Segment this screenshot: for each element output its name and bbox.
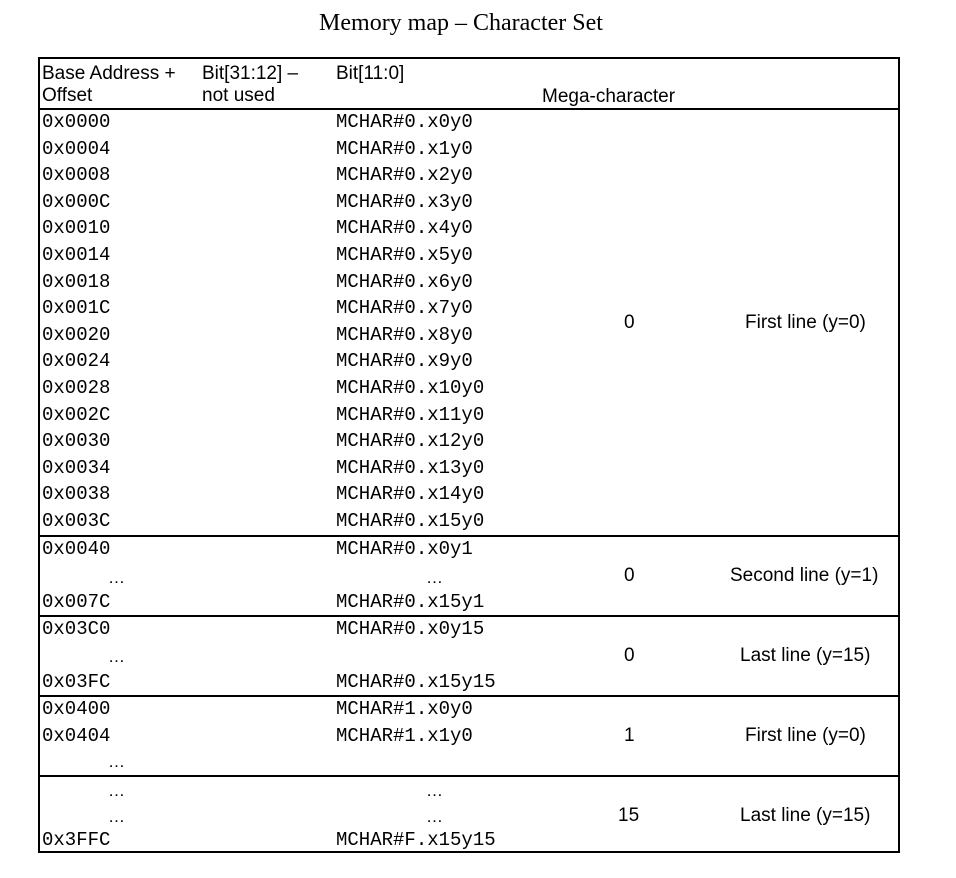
mega-character-value: 15 xyxy=(618,805,640,826)
mega-character-value: 0 xyxy=(624,312,635,333)
value-cell: MCHAR#0.x13y0 xyxy=(336,456,485,479)
value-last: MCHAR#0.x15y1 xyxy=(336,591,485,613)
address-cell: 0x0028 xyxy=(42,377,111,399)
address-cell: 0x0024 xyxy=(42,350,111,373)
address-first: 0x0040 xyxy=(42,538,111,560)
address-cell: 0x0010 xyxy=(42,217,111,240)
mega-character-value: 0 xyxy=(624,645,635,666)
address-ellipsis: … xyxy=(108,807,125,826)
value-cell: MCHAR#0.x0y0 xyxy=(336,111,473,133)
value-cell: MCHAR#0.x5y0 xyxy=(336,244,473,266)
address-cell: 0x003C xyxy=(42,510,111,532)
value-cell: MCHAR#0.x4y0 xyxy=(336,217,473,240)
value-cell: MCHAR#0.x15y0 xyxy=(336,510,485,532)
memory-map-table xyxy=(38,57,900,853)
value-last: MCHAR#0.x15y15 xyxy=(336,671,496,693)
header-offset: Offset xyxy=(42,85,93,106)
value-first: MCHAR#0.x0y15 xyxy=(336,618,485,640)
header-bits-low: Bit[11:0] xyxy=(336,63,405,84)
group-mcharF-line15 xyxy=(40,777,898,853)
value-cell: MCHAR#0.x12y0 xyxy=(336,430,485,453)
value-cell: MCHAR#0.x1y0 xyxy=(336,137,473,160)
value-second: MCHAR#1.x1y0 xyxy=(336,725,473,747)
value-cell: MCHAR#0.x7y0 xyxy=(336,297,473,320)
address-cell: 0x000C xyxy=(42,190,111,213)
value-cell: MCHAR#0.x8y0 xyxy=(336,323,473,346)
line-description: First line (y=0) xyxy=(745,725,866,746)
address-cell: 0x0020 xyxy=(42,323,111,346)
value-cell: MCHAR#0.x14y0 xyxy=(336,483,485,506)
value-ellipsis: … xyxy=(426,781,443,800)
line-description: Last line (y=15) xyxy=(740,645,871,666)
group-mchar0-line0 xyxy=(40,110,898,537)
mega-character-value: 1 xyxy=(624,725,635,746)
group-mchar0-line1 xyxy=(40,537,898,617)
header-not-used: not used xyxy=(202,85,275,106)
address-first: 0x03C0 xyxy=(42,618,111,640)
table-header xyxy=(40,59,898,110)
value-first: MCHAR#1.x0y0 xyxy=(336,698,473,720)
group-mchar1-line0 xyxy=(40,697,898,777)
value-cell: MCHAR#0.x2y0 xyxy=(336,164,473,187)
address-cell: 0x0008 xyxy=(42,164,111,187)
header-base-address: Base Address + xyxy=(42,63,176,84)
value-ellipsis: … xyxy=(426,568,443,587)
address-ellipsis: … xyxy=(108,752,125,771)
value-ellipsis: … xyxy=(426,807,443,826)
address-second: 0x0404 xyxy=(42,725,111,747)
value-cell: MCHAR#0.x3y0 xyxy=(336,190,473,213)
line-description: First line (y=0) xyxy=(745,312,866,333)
value-cell: MCHAR#0.x6y0 xyxy=(336,270,473,293)
address-last: 0x03FC xyxy=(42,671,111,693)
address-cell: 0x0004 xyxy=(42,137,111,160)
address-cell: 0x001C xyxy=(42,297,111,320)
address-ellipsis: … xyxy=(108,568,125,587)
address-cell: 0x0034 xyxy=(42,456,111,479)
header-mega-character: Mega-character xyxy=(542,86,676,107)
address-first: 0x0400 xyxy=(42,698,111,720)
address-cell: 0x0000 xyxy=(42,111,111,133)
value-cell: MCHAR#0.x10y0 xyxy=(336,377,485,399)
address-cell: 0x0030 xyxy=(42,430,111,453)
address-cell: 0x0038 xyxy=(42,483,111,506)
line-description: Last line (y=15) xyxy=(740,805,871,826)
group-mchar0-line15 xyxy=(40,617,898,697)
value-first: MCHAR#0.x0y1 xyxy=(336,538,473,560)
header-bits-high: Bit[31:12] – xyxy=(202,63,299,84)
line-description: Second line (y=1) xyxy=(730,565,879,586)
address-cell: 0x002C xyxy=(42,403,111,426)
address-last: 0x007C xyxy=(42,591,111,613)
value-cell: MCHAR#0.x11y0 xyxy=(336,403,485,426)
page-title: Memory map – Character Set xyxy=(319,10,603,36)
value-cell: MCHAR#0.x9y0 xyxy=(336,350,473,373)
address-ellipsis: … xyxy=(108,781,125,800)
address-last: 0x3FFC xyxy=(42,829,111,851)
mega-character-value: 0 xyxy=(624,565,635,586)
value-last: MCHAR#F.x15y15 xyxy=(336,829,496,851)
address-cell: 0x0018 xyxy=(42,270,111,293)
address-ellipsis: … xyxy=(108,647,125,666)
address-cell: 0x0014 xyxy=(42,244,111,266)
